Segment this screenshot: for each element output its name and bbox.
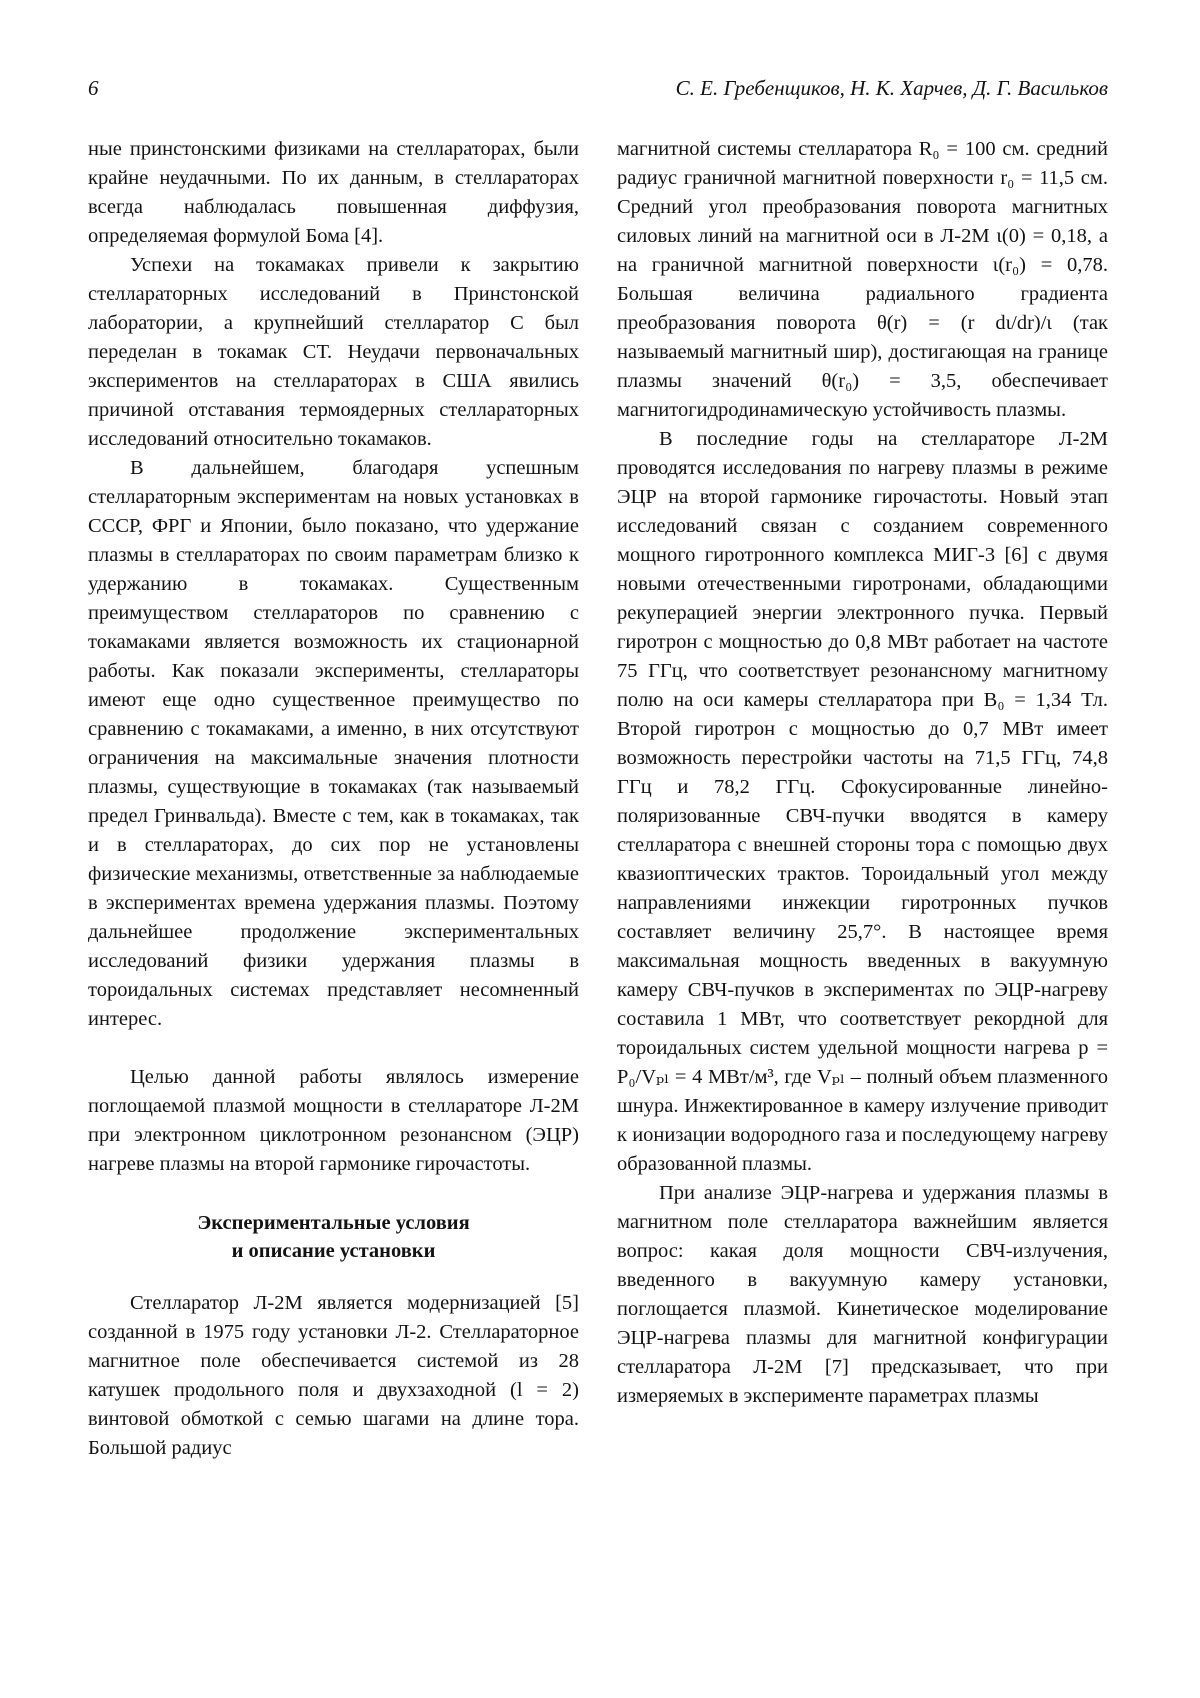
paragraph: Стелларатор Л-2М является модернизацией [5] созданной в 1975 году установки Л-2. Стеллараторное магнитное поле обеспечивается системой из 28 катушек продольного поля и двухзаходной (l = 2) винтовой обмоткой с семью шагами на длине тора. Большой радиус <box>88 1292 579 1459</box>
paragraph-goal-statement: Целью данной работы являлось измерение поглощаемой плазмой мощности в стеллараторе Л-2М при электронном циклотронном резонансном (ЭЦР) нагреве плазмы на второй гармонике гирочастоты. <box>88 1066 579 1175</box>
paragraph-continuation: ные принстонскими физиками на стеллараторах, были крайне неудачными. По их данным, в стеллараторах всегда наблюдалась повышенная диффузия, определяемая формулой Бома [4]. <box>88 138 579 247</box>
left-column <box>88 135 579 1463</box>
paragraph-continuation: магнитной системы стелларатора R₀ = 100 см. средний радиус граничной магнитной поверхности r₀ = 11,5 см. Средний угол преобразования поворота магнитных силовых линий на магнитной оси в Л-2М ι(0) = 0,18, а на граничной магнитной поверхности ι(r₀) = 0,78. Большая величина радиального градиента преобразования поворота θ(r) = (r dι/dr)/ι (так называемый магнитный шир), достигающая на границе плазмы значений θ(r₀) = 3,5, обеспечивает магнитогидродинамическую устойчивость плазмы. <box>617 138 1108 421</box>
page-number: 6 <box>88 76 99 100</box>
authors-line: С. Е. Гребенщиков, Н. К. Харчев, Д. Г. Васильков <box>675 76 1108 100</box>
page-body <box>88 135 1108 1463</box>
section-heading <box>88 1209 579 1265</box>
right-column <box>617 135 1108 1463</box>
section-heading-line-2: и описание установки <box>231 1240 436 1262</box>
page-header <box>88 76 1108 101</box>
paragraph: В дальнейшем, благодаря успешным стеллараторным экспериментам на новых установках в СССР, ФРГ и Японии, было показано, что удержание плазмы в стеллараторах по своим параметрам близко к удержанию в токамаках. Существенным преимуществом стеллараторов по сравнению с токамаками является возможность их стационарной работы. Как показали эксперименты, стеллараторы имеют еще одно существенное преимущество по сравнению с токамаками, а именно, в них отсутствуют ограничения на максимальные значения плотности плазмы, существующие в токамаках (так называемый предел Гринвальда). Вместе с тем, как в токамаках, так и в стеллараторах, до сих пор не установлены физические механизмы, ответственные за наблюдаемые в экспериментах времена удержания плазмы. Поэтому дальнейшее продолжение экспериментальных исследований физики удержания плазмы в тороидальных системах представляет несомненный интерес. <box>88 457 579 1030</box>
section-heading-line-1: Экспериментальные условия <box>197 1212 470 1234</box>
paragraph: При анализе ЭЦР-нагрева и удержания плазмы в магнитном поле стелларатора важнейшим является вопрос: какая доля мощности СВЧ-излучения, введенного в вакуумную камеру установки, поглощается плазмой. Кинетическое моделирование ЭЦР-нагрева плазмы для магнитной конфигурации стелларатора Л-2М [7] предсказывает, что при измеряемых в эксперименте параметрах плазмы <box>617 1182 1108 1407</box>
paragraph: Успехи на токамаках привели к закрытию стеллараторных исследований в Принстонской лаборатории, а крупнейший стелларатор С был переделан в токамак СТ. Неудачи первоначальных экспериментов на стеллараторах в США явились причиной отставания термоядерных стеллараторных исследований относительно токамаков. <box>88 254 579 450</box>
paragraph: В последние годы на стеллараторе Л-2М проводятся исследования по нагреву плазмы в режиме ЭЦР на второй гармонике гирочастоты. Новый этап исследований связан с созданием современного мощного гиротронного комплекса МИГ-3 [6] с двумя новыми отечественными гиротронами, обладающими рекуперацией энергии электронного пучка. Первый гиротрон с мощностью до 0,8 МВт работает на частоте 75 ГГц, что соответствует резонансному магнитному полю на оси камеры стелларатора при B₀ = 1,34 Тл. Второй гиротрон с мощностью до 0,7 МВт имеет возможность перестройки частоты на 71,5 ГГц, 74,8 ГГц и 78,2 ГГц. Сфокусированные линейно-поляризованные СВЧ-пучки вводятся в камеру стелларатора с внешней стороны тора с помощью двух квазиоптических трактов. Тороидальный угол между направлениями инжекции гиротронных пучков составляет величину 25,7°. В настоящее время максимальная мощность введенных в вакуумную камеру СВЧ-пучков в экспериментах по ЭЦР-нагреву составила 1 МВт, что соответствует рекордной для тороидальных систем удельной мощности нагрева p = P₀/Vₚₗ = 4 МВт/м³, где Vₚₗ – полный объем плазменного шнура. Инжектированное в камеру излучение приводит к ионизации водородного газа и последующему нагреву образованной плазмы. <box>617 428 1108 1175</box>
